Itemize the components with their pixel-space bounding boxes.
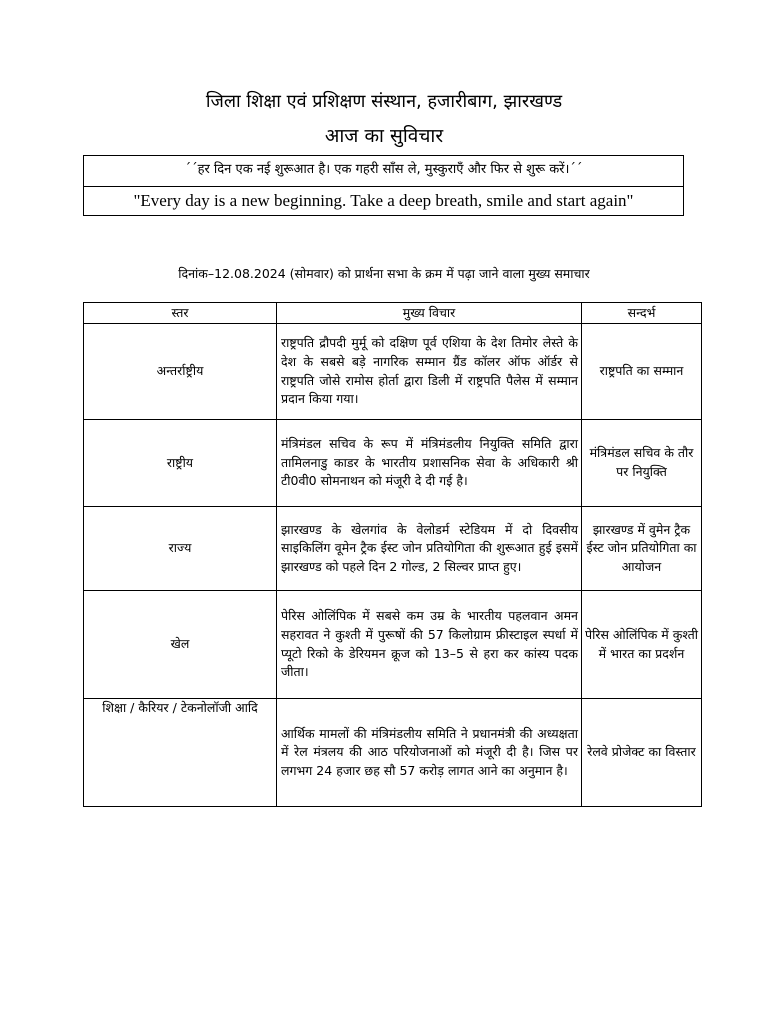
cell-idea: मंत्रिमंडल सचिव के रूप में मंत्रिमंडलीय नियुक्ति समिति द्वारा तामिलनाडु काडर के भारतीय प्रशासनिक सेवा के अधिकारी श्री टी0वी0 सोमनाथन को मंजूरी दे दी गई है। bbox=[277, 420, 582, 507]
table-row-sports bbox=[84, 591, 702, 699]
thought-title: आज का सुविचार bbox=[324, 125, 444, 147]
cell-level: राज्य bbox=[84, 507, 277, 591]
thought-box bbox=[83, 155, 684, 216]
thought-hindi: ´´हर दिन एक नई शुरूआत है। एक गहरी साँस ले, मुस्कुराएँ और फिर से शुरू करें।´´ bbox=[84, 156, 683, 187]
table-header-row bbox=[84, 303, 702, 324]
cell-idea: राष्ट्रपति द्रौपदी मुर्मू को दक्षिण पूर्व एशिया के देश तिमोर लेस्ते के देश के सबसे बड़े नागरिक सम्मान ग्रैंड कॉलर ऑफ ऑर्डर से राष्ट्रपति जोसे रामोस होर्ता द्वारा डिली में राष्ट्रपति पैलेस में सम्मान प्रदान किया गया। bbox=[277, 324, 582, 420]
header-main-idea: मुख्य विचार bbox=[277, 303, 582, 324]
table-row-education bbox=[84, 699, 702, 807]
header-level: स्तर bbox=[84, 303, 277, 324]
header-reference: सन्दर्भ bbox=[582, 303, 702, 324]
cell-idea: आर्थिक मामलों की मंत्रिमंडलीय समिति ने प्रधानमंत्री की अध्यक्षता में रेल मंत्रलय की आठ परियोजनाओं को मंजूरी दी है। जिस पर लगभग 24 हजार छह सौ 57 करोड़ लागत आने का अनुमान है। bbox=[277, 699, 582, 807]
institute-title: जिला शिक्षा एवं प्रशिक्षण संस्थान, हजारीबाग, झारखण्ड bbox=[205, 91, 563, 112]
table-row-national bbox=[84, 420, 702, 507]
thought-english: "Every day is a new beginning. Take a deep breath, smile and start again" bbox=[133, 191, 634, 210]
cell-reference: झारखण्ड में वुमेन ट्रैक ईस्ट जोन प्रतियोगिता का आयोजन bbox=[582, 507, 702, 591]
cell-reference: राष्ट्रपति का सम्मान bbox=[582, 324, 702, 420]
cell-level: अन्तर्राष्ट्रीय bbox=[84, 324, 277, 420]
news-table bbox=[83, 302, 702, 807]
cell-level: राष्ट्रीय bbox=[84, 420, 277, 507]
cell-idea: झारखण्ड के खेलगांव के वेलोडर्म स्टेडियम में दो दिवसीय साइकिलिंग वूमेन ट्रैक ईस्ट जोन प्रतियोगिता की शुरूआत हुई इसमें झारखण्ड को पहले दिन 2 गोल्ड, 2 सिल्वर प्राप्त हुए। bbox=[277, 507, 582, 591]
cell-idea: पेरिस ओलिंपिक में सबसे कम उम्र के भारतीय पहलवान अमन सहरावत ने कुश्ती में पुरूषों की 57 किलोग्राम फ्रीस्टाइल स्पर्धा में प्यूटो रिको के डेरियमन क्रूज को 13–5 से हरा कर कांस्य पदक जीता। bbox=[277, 591, 582, 699]
table-row-international bbox=[84, 324, 702, 420]
table-row-state bbox=[84, 507, 702, 591]
cell-reference: रेलवे प्रोजेक्ट का विस्तार bbox=[582, 699, 702, 807]
cell-level: खेल bbox=[84, 591, 277, 699]
cell-reference: मंत्रिमंडल सचिव के तौर पर नियुक्ति bbox=[582, 420, 702, 507]
date-line: दिनांक–12.08.2024 (सोमवार) को प्रार्थना सभा के क्रम में पढ़ा जाने वाला मुख्य समाचार bbox=[178, 266, 590, 281]
cell-reference: पेरिस ओलिंपिक में कुश्ती में भारत का प्रदर्शन bbox=[582, 591, 702, 699]
cell-level: शिक्षा / कैरियर / टेकनोलॉजी आदि bbox=[84, 699, 277, 807]
